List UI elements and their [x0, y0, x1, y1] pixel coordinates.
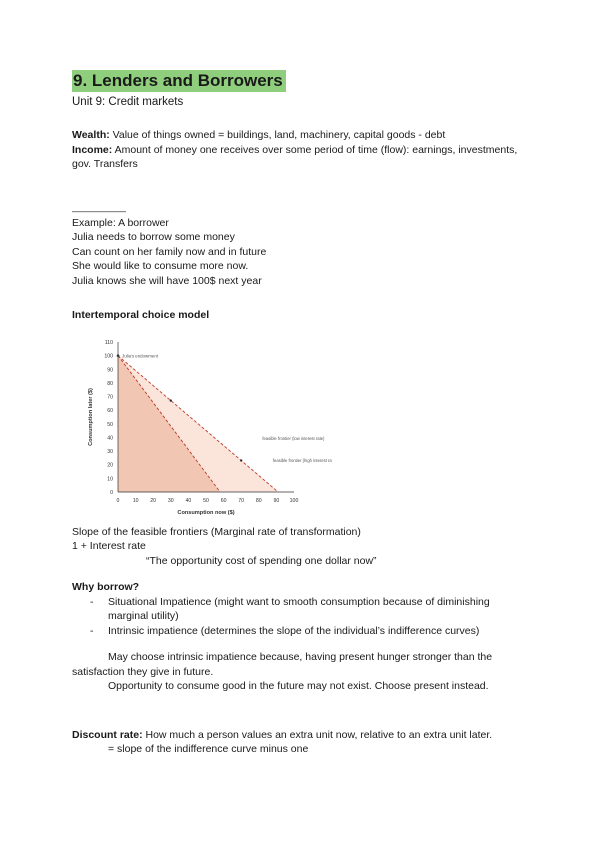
definition-text: Value of things owned = buildings, land, machinery, capital goods - debt: [109, 129, 446, 141]
x-tick-label: 30: [167, 497, 174, 504]
annotation-label: feasible frontier (low interest rate): [262, 435, 325, 441]
y-tick-label: 110: [104, 339, 113, 346]
definition-term: Wealth:: [72, 129, 110, 141]
list-item: - Intrinsic impatience (determines the slope of the individual’s indifference curves): [90, 624, 480, 637]
y-tick-label: 80: [107, 380, 113, 387]
slope-line: 1 + Interest rate: [72, 540, 146, 552]
y-tick-label: 40: [107, 434, 113, 441]
example-line: Julia needs to borrow some money: [72, 231, 235, 243]
definition-term: Income:: [72, 143, 113, 156]
y-tick-label: 0: [110, 489, 113, 496]
example-line: She would like to consume more now.: [72, 260, 249, 272]
page-title: 9. Lenders and Borrowers: [72, 70, 286, 92]
definition-text: Amount of money one receives over some period of time (flow): earnings, investments, gov. Transfers: [72, 143, 518, 170]
x-tick-label: 100: [289, 497, 299, 504]
document-page: [72, 70, 532, 757]
list-item: - Situational Impatience (might want to smooth consumption because of diminishing marginal utility): [90, 595, 490, 622]
x-tick-label: 50: [203, 497, 209, 504]
page-subtitle: Unit 9: Credit markets: [72, 96, 184, 108]
y-tick-label: 60: [107, 407, 113, 414]
section-heading-model: Intertemporal choice model: [72, 309, 210, 321]
x-tick-label: 10: [132, 497, 139, 504]
why-borrow-paragraph: Opportunity to consume good in the future may not exist. Choose present instead.: [108, 680, 489, 692]
list-item-text: Intrinsic impatience (determines the slope of the individual’s indifference curves): [108, 624, 480, 637]
separator: ——————: [72, 205, 126, 216]
y-tick-label: 10: [107, 475, 113, 482]
example-line: Julia knows she will have 100$ next year: [72, 274, 262, 287]
discount-rate-definition: [72, 728, 532, 743]
why-borrow-paragraph: May choose intrinsic impatience because, having present hunger stronger than the satisfaction they give in future.: [72, 651, 493, 678]
annotation-label: Julia's endowment: [122, 353, 158, 359]
definition-wealth: [72, 128, 532, 143]
x-tick-label: 0: [116, 497, 120, 504]
x-tick-label: 90: [273, 497, 280, 504]
x-tick-label: 70: [238, 497, 245, 504]
x-tick-label: 80: [255, 497, 262, 504]
example-line: Example: A borrower: [72, 216, 169, 229]
frontier-point: [170, 399, 172, 401]
x-tick-label: 20: [150, 497, 157, 504]
slope-quote: “The opportunity cost of spending one dollar now”: [146, 554, 377, 567]
definition-term: Discount rate:: [72, 728, 143, 741]
annotation-label: feasible frontier (high interest rate): [272, 457, 332, 463]
y-tick-label: 20: [107, 462, 113, 469]
intertemporal-chart: [72, 327, 332, 523]
example-line: Can count on her family now and in future: [72, 245, 267, 258]
x-axis-label: Consumption now ($): [177, 509, 235, 516]
y-tick-label: 90: [107, 366, 113, 373]
y-tick-label: 30: [107, 448, 113, 455]
discount-rate-formula: = slope of the indifference curve minus one: [108, 743, 309, 755]
y-tick-label: 50: [107, 421, 113, 428]
y-tick-label: 70: [107, 394, 113, 401]
x-tick-label: 40: [185, 497, 192, 504]
y-tick-label: 100: [104, 353, 113, 360]
endowment-point: [117, 354, 120, 357]
y-axis-label: Consumption later ($): [88, 387, 94, 446]
chart-svg: [72, 327, 332, 523]
list-item-text: Situational Impatience (might want to smooth consumption because of diminishing marginal utility): [108, 595, 490, 622]
definition-income: [72, 143, 532, 172]
why-borrow-list: [72, 595, 532, 639]
section-heading-why-borrow: Why borrow?: [72, 581, 140, 593]
definition-text: How much a person values an extra unit now, relative to an extra unit later.: [142, 728, 493, 741]
frontier-point: [240, 459, 242, 461]
slope-line: Slope of the feasible frontiers (Marginal rate of transformation): [72, 525, 361, 538]
x-tick-label: 60: [220, 497, 227, 504]
